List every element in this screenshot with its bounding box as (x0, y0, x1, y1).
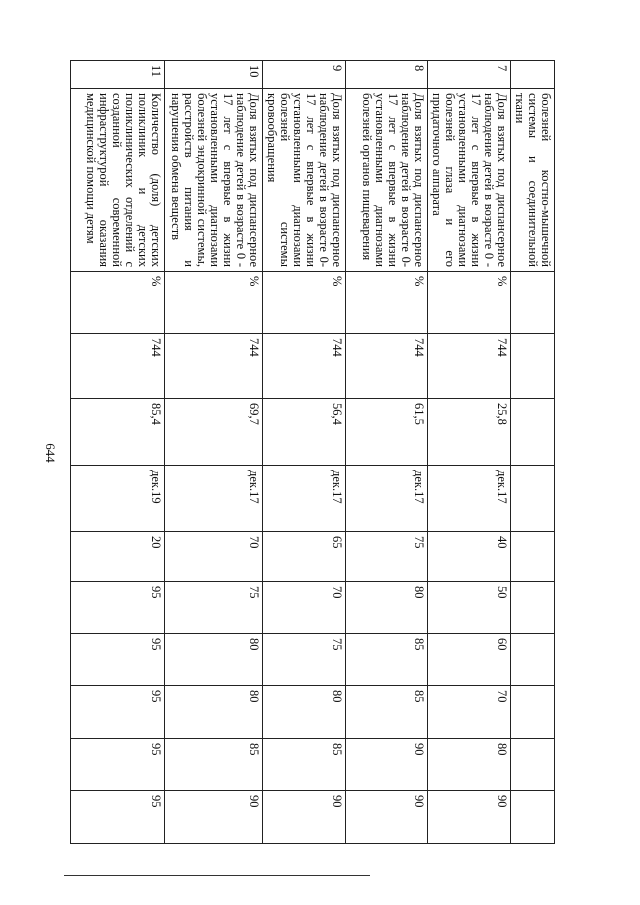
unit: % (165, 272, 263, 334)
value-year-1: 20 (71, 532, 165, 582)
value-year-4: 95 (71, 686, 165, 739)
value-year-5: 85 (263, 739, 346, 791)
indicator-name: Доля взятых под диспансерное наблюдение детей в возрасте 0-17 лет с впервые в жизни установленными диагнозами болезней органов пищеварения (346, 89, 428, 272)
code: 744 (428, 334, 511, 399)
value-year-1: 40 (428, 532, 511, 582)
base-date: дек.17 (428, 466, 511, 532)
base-value: 56,4 (263, 399, 346, 466)
value-year-3 (511, 634, 555, 686)
row-number: 8 (346, 61, 428, 89)
value-year-1 (511, 532, 555, 582)
value-year-3: 80 (165, 634, 263, 686)
base-date: дек.17 (263, 466, 346, 532)
value-year-6: 90 (263, 791, 346, 844)
indicator-name: Доля взятых под диспансерное наблюдение детей в возрасте 0 - 17 лет с впервые в жизни установленными диагнозами болезней глаза и его придаточного аппарата (428, 89, 511, 272)
value-year-3: 85 (346, 634, 428, 686)
base-value: 61,5 (346, 399, 428, 466)
base-value: 69,7 (165, 399, 263, 466)
table-row (428, 61, 511, 844)
table-row (346, 61, 428, 844)
rotated-table-container (66, 60, 555, 843)
value-year-2: 75 (165, 582, 263, 634)
value-year-4: 80 (263, 686, 346, 739)
indicator-name: Доля взятых под диспансерное наблюдение детей в возрасте 0-17 лет с впервые в жизни установленными диагнозами болезней системы кровообращения (263, 89, 346, 272)
table-row (511, 61, 555, 844)
table-row (71, 61, 165, 844)
unit: % (71, 272, 165, 334)
indicator-name: болезней костно-мышечной системы и соединительной ткани (511, 89, 555, 272)
code: 744 (71, 334, 165, 399)
value-year-4: 70 (428, 686, 511, 739)
value-year-1: 75 (346, 532, 428, 582)
code (511, 334, 555, 399)
value-year-4: 80 (165, 686, 263, 739)
value-year-5: 80 (428, 739, 511, 791)
row-number: 11 (71, 61, 165, 89)
row-number: 10 (165, 61, 263, 89)
table-row (263, 61, 346, 844)
row-number: 9 (263, 61, 346, 89)
indicators-table (70, 60, 555, 844)
value-year-5: 95 (71, 739, 165, 791)
row-number (511, 61, 555, 89)
unit: % (428, 272, 511, 334)
value-year-6 (511, 791, 555, 844)
base-date (511, 466, 555, 532)
base-date: дек.17 (346, 466, 428, 532)
value-year-2: 70 (263, 582, 346, 634)
value-year-1: 70 (165, 532, 263, 582)
value-year-5: 90 (346, 739, 428, 791)
indicator-name: Количество (доля) детских поликлиник и детских поликлинических отделений с созданной современной инфраструктурой оказания медицинской помощи детям (71, 89, 165, 272)
value-year-2 (511, 582, 555, 634)
code: 744 (263, 334, 346, 399)
value-year-5: 85 (165, 739, 263, 791)
value-year-5 (511, 739, 555, 791)
value-year-3: 60 (428, 634, 511, 686)
value-year-6: 90 (165, 791, 263, 844)
table-row (165, 61, 263, 844)
value-year-4 (511, 686, 555, 739)
base-date: дек.19 (71, 466, 165, 532)
value-year-2: 80 (346, 582, 428, 634)
base-value (511, 399, 555, 466)
row-number: 7 (428, 61, 511, 89)
value-year-3: 95 (71, 634, 165, 686)
base-value: 25,8 (428, 399, 511, 466)
value-year-6: 95 (71, 791, 165, 844)
value-year-2: 50 (428, 582, 511, 634)
page-number: 644 (43, 443, 58, 463)
value-year-4: 85 (346, 686, 428, 739)
value-year-6: 90 (428, 791, 511, 844)
unit (511, 272, 555, 334)
code: 744 (346, 334, 428, 399)
unit: % (263, 272, 346, 334)
base-value: 85,4 (71, 399, 165, 466)
value-year-2: 95 (71, 582, 165, 634)
footnote-divider (64, 875, 370, 876)
unit: % (346, 272, 428, 334)
value-year-1: 65 (263, 532, 346, 582)
indicator-name: Доля взятых под диспансерное наблюдение детей в возрасте 0 - 17 лет с впервые в жизни установленными диагнозами болезней эндокринной системы, расстройств питания и нарушения обмена веществ (165, 89, 263, 272)
value-year-3: 75 (263, 634, 346, 686)
base-date: дек.17 (165, 466, 263, 532)
value-year-6: 90 (346, 791, 428, 844)
code: 744 (165, 334, 263, 399)
